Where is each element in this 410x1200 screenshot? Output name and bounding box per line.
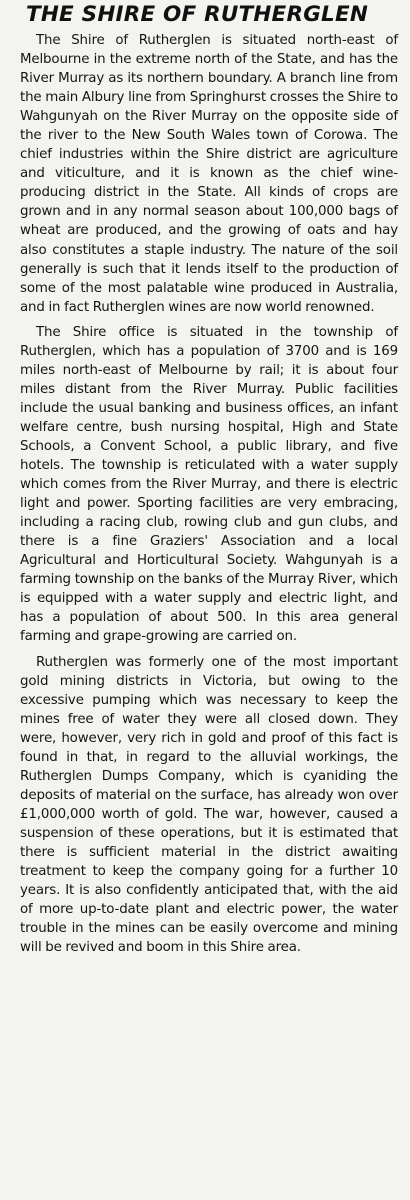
- article-paragraph-1: [20, 31, 398, 317]
- paragraph-text: The Shire of Rutherglen is situated north-east of Melbourne in the extreme north of the State, and has the River Murray as its northern boundary. A branch line from the main Albury line from Springhurst crosses the Shire to Wahgunyah on the River Murray on the opposite side of the river to the New South Wales town of Corowa. The chief industries within the Shire district are agriculture and viticulture, and it is known as the chief wine-producing district in the State. All kinds of crops are grown and in any normal season about 100,000 bags of wheat are produced, and the growing of oats and hay also constitutes a staple industry. The nature of the soil generally is such that it lends itself to the production of some of the most palatable wine produced in Australia, and in fact Rutherglen wines are now world renowned.: [20, 33, 398, 315]
- article-paragraph-3: [20, 653, 398, 958]
- paragraph-text: Rutherglen was formerly one of the most important gold mining districts in Victoria, but owing to the excessive pumping which was necessary to keep the mines free of water they were all closed down. They were, however, very rich in gold and proof of this fact is found in that, in regard to the alluvial workings, the Rutherglen Dumps Company, which is cyaniding the deposits of material on the surface, has already won over £1,000,000 worth of gold. The war, however, caused a suspension of these operations, but it is estimated that there is sufficient material in the district awaiting treatment to keep the company going for a further 10 years. It is also confidently anticipated that, with the aid of more up-to-date plant and electric power, the water trouble in the mines can be easily overcome and mining will be revived and boom in this Shire area.: [20, 654, 398, 956]
- paragraph-text: The Shire office is situated in the township of Rutherglen, which has a population of 3700 and is 169 miles north-east of Melbourne by rail; it is about four miles distant from the River Murray. Public facilities include the usual banking and business offices, an infant welfare centre, bush nursing hospital, High and State Schools, a Convent School, a public library, and five hotels. The township is reticulated with a water supply which comes from the River Murray, and there is electric light and power. Sporting facilities are very embracing, including a racing club, rowing club and gun clubs, and there is a fine Graziers' Association and a local Agricultural and Horticultural Society. Wahgunyah is a farming township on the banks of the Murray River, which is equipped with a water supply and electric light, and has a population of about 500. In this area general farming and grape-growing are carried on.: [20, 324, 398, 645]
- article-paragraph-2: [20, 323, 398, 647]
- article-title: THE SHIRE OF RUTHERGLEN: [26, 2, 369, 27]
